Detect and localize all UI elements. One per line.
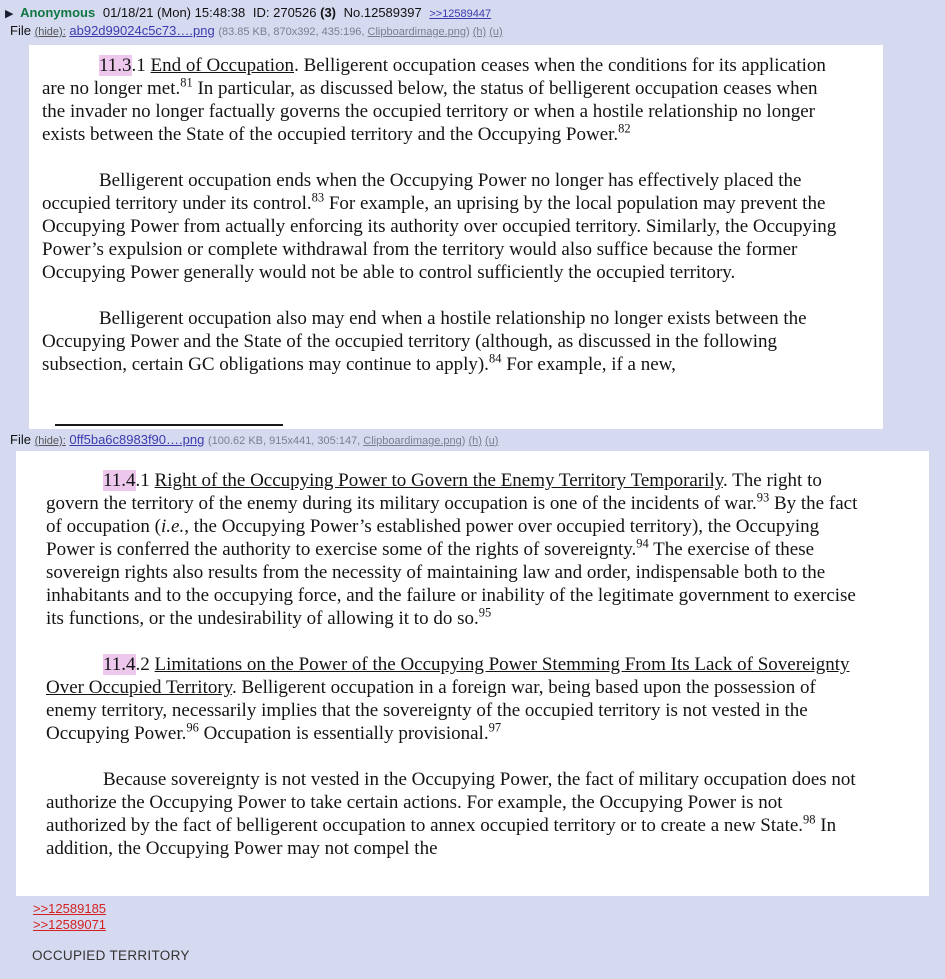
doc-paragraph — [42, 169, 845, 284]
doc-text-segment: i.e. — [161, 516, 185, 537]
doc-text-segment: , the Occupying Power’s established power over occupied territory), the Occupying Power is conferred the authority to exercise some of the rights of sovereignty. — [46, 516, 820, 560]
file-name-link[interactable]: 0ff5ba6c8983f90….png — [69, 432, 205, 447]
doc-text-segment: By the fact of occupation ( — [46, 493, 858, 537]
doc-text-segment: 82 — [618, 121, 631, 136]
doc-text-segment: 98 — [803, 812, 816, 827]
document-image-1[interactable] — [29, 45, 883, 429]
file-hide-link[interactable]: (hide): — [34, 435, 66, 447]
doc-text-segment: . The right to govern the territory of the enemy during its military occupation is one of the incidents of war. — [46, 470, 822, 514]
doc-text-segment: 81 — [180, 75, 193, 90]
doc-text-segment: 83 — [311, 190, 325, 205]
doc-text-segment: The exercise of these sovereign rights also results from the necessity of maintaining law and order, indispensable both to the inhabitants and to the occupying force, and the failure or inability of the legitimate government to exercise its functions, or the undesirability of allowing it to do so. — [46, 539, 856, 629]
file-info-1: File (hide): ab92d99024c5c73….png (83.85 KB, 870x392, 435:196, Clipboardimage.png) (h) (u) — [10, 23, 503, 38]
doc-text-segment: 11.4 — [103, 654, 136, 675]
doc-text-segment: Belligerent occupation also may end when a hostile relationship no longer exists between the Occupying Power and the State of the occupied territory (although, as discussed in the following subsection, certain GC obligations may continue to apply). — [42, 308, 807, 375]
footnote-separator — [55, 424, 283, 426]
file-meta: (83.85 KB, 870x392, 435:196, — [218, 26, 368, 38]
doc-text-segment: For example, an uprising by the local population may prevent the Occupying Power from actually enforcing its authority over occupied territory. Similarly, the Occupying Power’s expulsion or complete withdrawal from the territory would also suffice because the former Occupying Power generally would not be able to control sufficiently the occupied territory. — [42, 193, 837, 283]
doc-text-segment: In addition, the Occupying Power may not compel the — [46, 815, 837, 859]
doc-text-segment: 95 — [478, 605, 492, 620]
backlink[interactable]: >>12589447 — [429, 8, 492, 20]
doc-text-segment: For example, if a new, — [501, 354, 676, 375]
post-id-label: ID: — [252, 5, 270, 20]
doc-text-segment: .2 — [135, 654, 155, 675]
doc-text-segment: 96 — [186, 720, 199, 735]
doc-text-segment: . Belligerent occupation in a foreign war, being based upon the possession of enemy territory, necessarily implies that the sovereignty of the occupied territory is not vested in the Occupying Power. — [46, 677, 816, 744]
quote-link[interactable]: >>12589071 — [33, 917, 107, 932]
file-label: File — [10, 23, 31, 38]
doc-text-segment: End of Occupation — [150, 55, 295, 76]
file-original-name-link[interactable]: Clipboardimage.png — [363, 435, 462, 447]
post-marker-arrow: ▶ — [5, 8, 14, 20]
file-h-link[interactable]: (h) — [472, 26, 487, 38]
post-datetime: 01/18/21 (Mon) 15:48:38 — [102, 5, 246, 20]
file-hide-link[interactable]: (hide): — [34, 26, 66, 38]
poster-name: Anonymous — [20, 5, 96, 20]
post-id-count: (3) — [320, 5, 337, 20]
doc-text-segment: Belligerent occupation ends when the Occupying Power no longer has effectively placed the occupied territory under its control. — [42, 170, 802, 214]
doc-paragraph — [46, 768, 863, 860]
doc-paragraph — [42, 307, 845, 376]
doc-paragraph — [42, 54, 845, 146]
doc-text-segment: .1 — [131, 55, 151, 76]
document-image-2[interactable] — [16, 451, 929, 896]
post-body-text: OCCUPIED TERRITORY — [32, 948, 190, 963]
doc-text-segment: 93 — [756, 490, 770, 505]
doc-text-segment: 11.4 — [103, 470, 136, 491]
doc-text-segment: 84 — [488, 351, 502, 366]
doc-paragraph — [46, 653, 863, 745]
file-u-link[interactable]: (u) — [485, 435, 499, 447]
doc-paragraph — [46, 469, 863, 630]
file-info-2: File (hide): 0ff5ba6c8983f90….png (100.62 KB, 915x441, 305:147, Clipboardimage.png) (h) (u) — [10, 432, 499, 447]
quote-link[interactable]: >>12589185 — [33, 901, 107, 916]
doc-text-segment: 97 — [488, 720, 502, 735]
file-meta: (100.62 KB, 915x441, 305:147, — [207, 435, 364, 447]
doc-text-segment: In particular, as discussed below, the status of belligerent occupation ceases when the invader no longer factually governs the occupied territory or when a hostile relationship no longer exists between the State of the occupied territory and the Occupying Power. — [42, 78, 818, 145]
doc-text-segment: . Belligerent occupation ceases when the conditions for its application are no longer met. — [42, 55, 826, 99]
doc-text-segment: Occupation is essentially provisional. — [198, 723, 489, 744]
post-number-link[interactable]: No.12589397 — [343, 5, 422, 20]
doc-text-segment: .1 — [135, 470, 155, 491]
post-id-value: 270526 — [273, 5, 317, 20]
doc-text-segment: 11.3 — [99, 55, 132, 76]
doc-text-segment: 94 — [636, 536, 649, 551]
doc-text-segment: Right of the Occupying Power to Govern the Enemy Territory Temporarily — [154, 470, 723, 491]
file-name-link[interactable]: ab92d99024c5c73….png — [69, 23, 215, 38]
reply-links — [33, 901, 945, 933]
doc-text-segment: Because sovereignty is not vested in the Occupying Power, the fact of military occupation does not authorize the Occupying Power to take certain actions. For example, the Occupying Power is not authorized by the fact of belligerent occupation to annex occupied territory or to create a new State. — [46, 769, 856, 836]
doc-text-segment: Limitations on the Power of the Occupying Power Stemming From Its Lack of Sovereignty Over Occupied Territory — [46, 654, 850, 698]
file-h-link[interactable]: (h) — [468, 435, 482, 447]
file-original-name-link[interactable]: Clipboardimage.png — [367, 26, 466, 38]
file-u-link[interactable]: (u) — [489, 26, 503, 38]
file-label: File — [10, 432, 31, 447]
post-header — [0, 0, 945, 20]
